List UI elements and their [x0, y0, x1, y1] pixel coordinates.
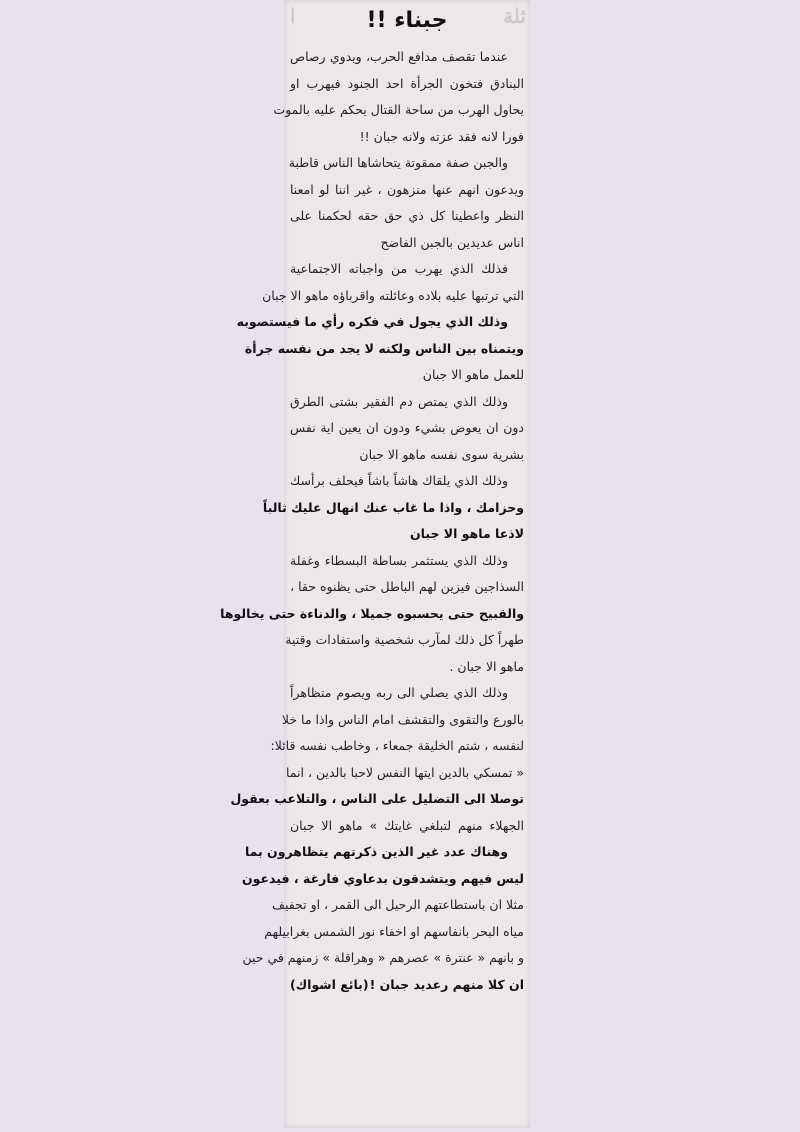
article-line: وذلك الذي يلقاك هاشاً باشاً فيحلف برأسك	[290, 473, 508, 488]
article-line: وذلك الذي يستثمر بساطة البسطاء وغفلة	[290, 552, 508, 568]
author-signature: (بائع اشواك)	[290, 976, 369, 992]
article-body	[220, 44, 524, 998]
article-line: اناس عديدين بالجبن الفاضح	[380, 234, 524, 250]
article-line: دون ان يعوض بشيء ودون ان يعين اية نفس	[290, 420, 524, 435]
bleed-through-text: ثلة	[503, 4, 526, 28]
article-line: التي ترتبها عليه بلاده وعائلته واقرباؤه ماهو الا جبان	[262, 287, 524, 303]
article-closing-line	[290, 972, 524, 999]
article-line: مياه البحر بانفاسهم او اخفاء نور الشمس بغرابيلهم	[264, 923, 524, 939]
article-line: لنفسه ، شتم الخليقة جمعاء ، وخاطب نفسه قائلا:	[270, 738, 524, 753]
article-title: جبناء !!	[366, 8, 448, 33]
article-line: وذلك الذي يمتص دم الفقير بشتى الطرق	[290, 393, 508, 409]
article-line: وذلك الذي يصلي الى ربه ويصوم متظاهراً	[290, 685, 508, 700]
article-line: البنادق فتخون الجرأة احد الجنود فيهرب او	[290, 75, 524, 91]
article-line: و بانهم « عنترة » عصرهم « وهراقلة » زمنهم في حين	[242, 950, 524, 965]
article-line: طهراً كل ذلك لمآرب شخصية واستفادات وقتية	[285, 632, 524, 647]
article-line: والجبن صفة ممقوتة يتحاشاها الناس قاطبة	[288, 155, 508, 170]
article-line: للعمل ماهو الا جبان	[422, 367, 524, 382]
article-line: وحزامك ، واذا ما غاب عنك انهال عليك ثالباً	[262, 499, 524, 515]
article-line: وذلك الذي يجول في فكره رأي ما فيستصوبه	[236, 314, 508, 329]
article-line: فورا لانه فقد عزته ولانه جبان !!	[359, 128, 524, 144]
article-line: عندما تقصف مدافع الحرب، ويدوي رصاص	[290, 49, 508, 64]
article-line: الجهلاء منهم لتبلغي غايتك » ماهو الا جبان	[290, 817, 524, 833]
article-line: بشرية سوى نفسه ماهو الا جبان	[359, 446, 524, 462]
article-line: توصلا الى التضليل على الناس ، والتلاعب بعقول	[230, 791, 524, 806]
article-line: فذلك الذي يهرب من واجباته الاجتماعية	[290, 261, 508, 276]
article-line: مثلا ان باستطاعتهم الرحيل الى القمر ، او تجفيف	[272, 897, 524, 912]
article-line: النظر واعطينا كل ذي حق حقه لحكمنا على	[290, 208, 524, 223]
article-line: بالورع والتقوى والتقشف امام الناس واذا ما خلا	[281, 711, 524, 727]
article-line: وهناك عدد غير الذين ذكرتهم يتظاهرون بما	[244, 844, 508, 859]
bleed-through-text: ا	[290, 4, 296, 28]
article-line: السذاجين فيزين لهم الباطل حتى يظنوه حقا ،	[290, 579, 524, 594]
article-line: « تمسكي بالدين ايتها النفس لاحبا بالدين ، انما	[286, 764, 524, 780]
article-line: ماهو الا جبان .	[449, 658, 524, 674]
article-line: لاذعا ماهو الا جبان	[409, 526, 524, 541]
article-last-line: ان كلا منهم رعديد جبان !	[369, 976, 524, 992]
article-line: ويتمناه بين الناس ولكنه لا يجد من نفسه جرأة	[244, 340, 524, 356]
newspaper-clipping	[220, 0, 530, 1128]
article-line: ليس فيهم ويتشدقون بدعاوي فارغة ، فيدعون	[242, 870, 524, 886]
article-line: يحاول الهرب من ساحة القتال يحكم عليه بالموت	[273, 102, 524, 117]
article-line: ويدعون انهم عنها منزهون ، غير اننا لو امعنا	[290, 181, 524, 197]
article-line: والقبيح حتى يحسبوه جميلا ، والدناءة حتى يخالوها	[220, 605, 524, 621]
